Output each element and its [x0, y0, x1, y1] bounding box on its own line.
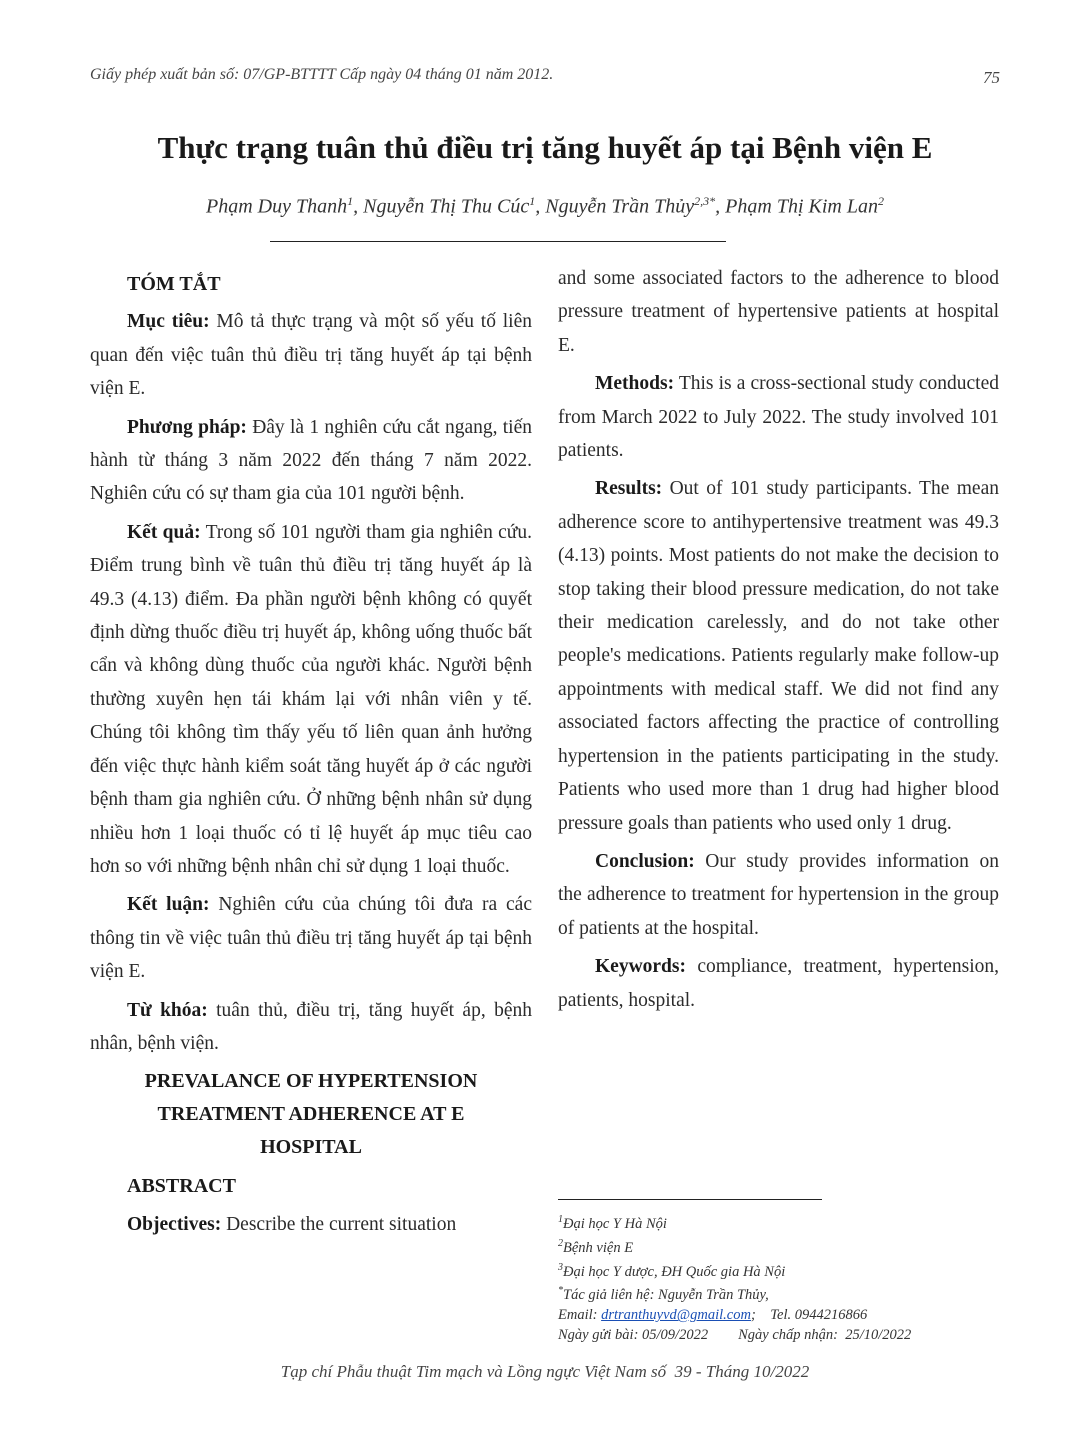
en-abstract-heading: ABSTRACT [127, 1175, 236, 1198]
author-name: Phạm Duy Thanh [206, 195, 348, 218]
en-objective-cont: and some associated factors to the adherence to blood pressure treatment of hypertensive patients at hospital E. [558, 268, 999, 356]
author-name: Nguyễn Thị Thu Cúc [363, 195, 530, 218]
affiliation-3: $^3$Đại học Y dược, ĐH Quốc gia Hà Nội [558, 1261, 786, 1280]
title-divider [270, 241, 726, 242]
author-affiliation: 1 [529, 194, 536, 208]
vn-objective: Mục tiêu: Mô tả thực trạng và một số yếu tố liên quan đến việc tuân thủ điều trị tăng huyết áp tại bệnh viện E. [90, 311, 532, 400]
email-link[interactable]: drtranthuyvd@gmail.com [601, 1307, 751, 1324]
journal-footer: Tạp chí Phẫu thuật Tim mạch và Lồng ngực Việt Nam số 39 - Tháng 10/2022 [280, 1362, 810, 1381]
vn-keywords: Từ khóa: tuân thủ, điều trị, tăng huyết áp, bệnh nhân, bệnh viện. [90, 999, 532, 1054]
author-affiliation: 1 [347, 194, 354, 208]
en-conclusion: Conclusion: Our study provides information on the adherence to treatment for hypertension in the group of patients at the hospital. [558, 850, 999, 939]
author-name: Nguyễn Trần Thủy [545, 195, 695, 218]
right-column [558, 262, 999, 1022]
contact-line: Email: drtranthuyvd@gmail.com; Tel. 0944216866 [558, 1307, 868, 1324]
corresponding-author: *Tác giả liên hệ: Nguyễn Trần Thủy, [558, 1285, 769, 1304]
paper-title: Thực trạng tuân thủ điều trị tăng huyết áp tại Bệnh viện E [157, 130, 933, 165]
author-affiliation: 2 [877, 194, 884, 208]
en-result: Results: Out of 101 study participants. The mean adherence score to antihypertensive treatment was 49.3 (4.13) points. Most patients do not make the decision to stop taking their blood pressure medication, do not take their medication carelessly, and do not take other people's medications. Patients regularly make follow-up appointments with medical staff. We did not find any associated factors affecting the practice of controlling hypertension in the patients participating in the study. Patients who used more than 1 drug had higher blood pressure goals than patients who used only 1 drug. [558, 478, 999, 834]
affiliation-2: $^2$Bệnh viện E [558, 1237, 634, 1256]
english-title: PREVALANCE OF HYPERTENSION TREATMENT ADHERENCE AT E HOSPITAL [144, 1070, 478, 1159]
vn-conclusion: Kết luận: Nghiên cứu của chúng tôi đưa ra các thông tin về việc tuân thủ điều trị tăng huyết áp tại bệnh viện E. [90, 894, 532, 983]
left-column [90, 262, 532, 1246]
vn-method: Phương pháp: Đây là 1 nghiên cứu cắt ngang, tiến hành từ tháng 3 năm 2022 đến tháng 7 năm 2022. Nghiên cứu có sự tham gia của 101 người bệnh. [90, 416, 532, 505]
page-number: 75 [983, 68, 1000, 87]
author-list: Phạm Duy Thanh$^1$, Nguyễn Thị Thu Cúc$^1$, Nguyễn Trần Thủy$^{2,3*}$, Phạm Thị Kim Lan$^2$ [206, 194, 884, 218]
running-header: Giấy phép xuất bản số: 07/GP-BTTTT Cấp ngày 04 tháng 01 năm 2012. [90, 66, 554, 83]
affiliation-1: $^1$Đại học Y Hà Nội [558, 1214, 667, 1232]
footnotes [558, 1210, 998, 1345]
footnote-divider [558, 1199, 822, 1200]
en-keywords: Keywords: compliance, treatment, hypertension, patients, hospital. [558, 956, 999, 1011]
en-method: Methods: This is a cross-sectional study conducted from March 2022 to July 2022. The study involved 101 patients. [558, 373, 999, 462]
vn-abstract-heading: TÓM TẮT [127, 273, 221, 295]
vn-result: Kết quả: Trong số 101 người tham gia nghiên cứu. Điểm trung bình về tuân thủ điều trị tăng huyết áp là 49.3 (4.13) điểm. Đa phần người bệnh không có quyết định dừng thuốc điều trị huyết áp, không uống thuốc bất cẩn và không dùng thuốc của người khác. Người bệnh thường xuyên hẹn tái khám lại với nhân viên y tế. Chúng tôi không tìm thấy yếu tố liên quan ảnh hưởng đến việc thực hành kiểm soát tăng huyết áp ở các người bệnh tham gia nghiên cứu. Ở những bệnh nhân sử dụng nhiều hơn 1 loại thuốc có tỉ lệ huyết áp mục tiêu cao hơn so với những bệnh nhân chỉ sử dụng 1 loại thuốc. [90, 521, 532, 877]
author-affiliation: 2,3* [694, 194, 716, 208]
author-name: Phạm Thị Kim Lan [725, 195, 878, 218]
en-objective-start: Objectives: Describe the current situation [127, 1213, 457, 1235]
dates-line: Ngày gửi bài: 05/09/2022 Ngày chấp nhận: 25/10/2022 [558, 1327, 912, 1344]
